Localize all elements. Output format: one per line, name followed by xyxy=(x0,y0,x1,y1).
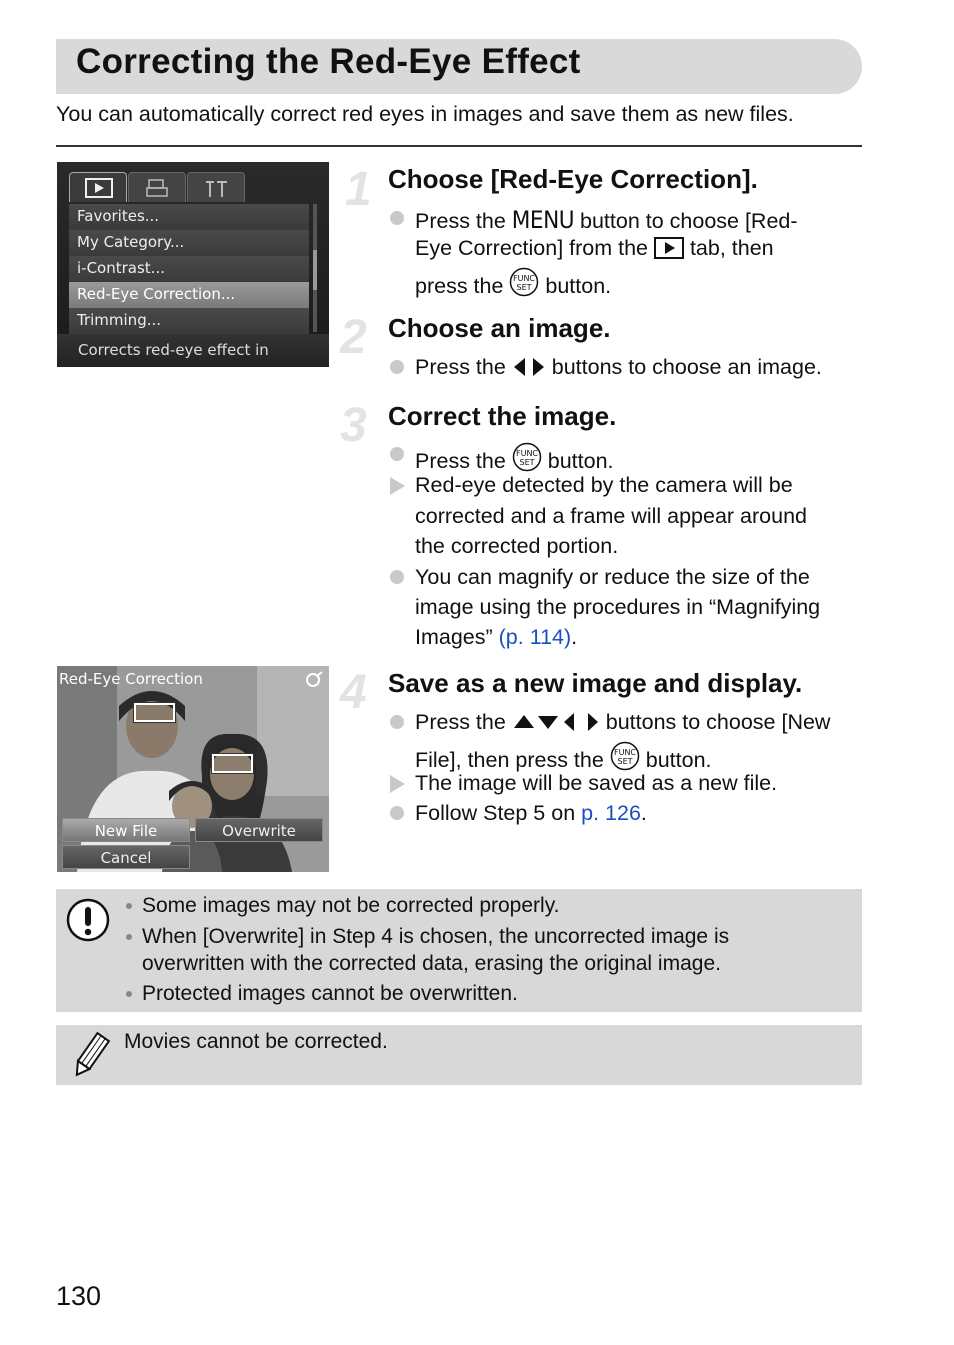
magnify-icon xyxy=(305,670,325,690)
print-tab xyxy=(128,172,186,202)
func-set-button-icon xyxy=(509,267,539,297)
step-text: Press the MENU button to choose [Red- xyxy=(415,206,798,234)
step-text: Eye Correction] from the tab, then xyxy=(415,236,774,260)
step-number: 1 xyxy=(345,163,372,216)
result-arrow-icon xyxy=(390,775,405,793)
menu-item-trimming: Trimming... xyxy=(69,308,309,334)
step-text: the corrected portion. xyxy=(415,534,619,558)
settings-tab xyxy=(187,172,245,202)
step-text: Press the FUNC SET button. xyxy=(415,442,614,474)
red-eye-frame xyxy=(212,754,253,773)
overwrite-button: Overwrite xyxy=(195,818,323,842)
caution-icon xyxy=(65,897,111,943)
bullet-icon xyxy=(390,570,404,584)
step-text: The image will be saved as a new file. xyxy=(415,771,778,795)
caution-text: Some images may not be corrected properly. xyxy=(142,894,560,917)
bullet-icon xyxy=(126,903,132,909)
step-text: Red-eye detected by the camera will be xyxy=(415,473,793,497)
step-text: Follow Step 5 on p. 126. xyxy=(415,801,647,825)
caution-text: Protected images cannot be overwritten. xyxy=(142,982,518,1005)
playback-tab xyxy=(69,172,127,202)
memo-text: Movies cannot be corrected. xyxy=(124,1030,388,1053)
playback-tab-icon xyxy=(84,177,114,199)
svg-text:SET: SET xyxy=(617,757,633,766)
camera-photo-screenshot xyxy=(57,666,329,872)
step-text: You can magnify or reduce the size of the xyxy=(415,565,810,589)
step-text: Images” (p. 114). xyxy=(415,625,578,649)
func-set-button-icon xyxy=(610,741,640,771)
camera-photo-title: Red-Eye Correction xyxy=(59,670,203,688)
menu-item-red-eye-correction: Red-Eye Correction... xyxy=(69,282,309,308)
bullet-icon xyxy=(126,934,132,940)
step-text: corrected and a frame will appear around xyxy=(415,504,807,528)
title-bar xyxy=(56,39,862,94)
bullet-icon xyxy=(390,806,404,820)
intro-text: You can automatically correct red eyes in images and save them as new files. xyxy=(56,102,794,126)
svg-text:FUNC: FUNC xyxy=(513,274,536,283)
print-tab-icon xyxy=(143,177,173,199)
step-text: image using the procedures in “Magnifying xyxy=(415,595,821,619)
camera-scrollbar xyxy=(313,204,317,332)
camera-menu-list xyxy=(69,204,309,334)
menu-button-label: MENU xyxy=(511,206,575,234)
camera-menu-screenshot xyxy=(57,162,329,367)
left-right-arrows-icon xyxy=(512,356,546,378)
step-heading: Save as a new image and display. xyxy=(388,668,803,698)
page-link[interactable]: p. 126 xyxy=(581,801,641,825)
page-title: Correcting the Red-Eye Effect xyxy=(76,42,581,81)
result-arrow-icon xyxy=(390,477,405,495)
bullet-icon xyxy=(126,991,132,997)
step-number: 3 xyxy=(340,399,367,452)
step-text: press the FUNC SET button. xyxy=(415,267,611,299)
svg-text:SET: SET xyxy=(519,458,535,467)
step-number: 2 xyxy=(340,311,367,364)
bullet-icon xyxy=(390,715,404,729)
four-way-arrows-icon xyxy=(512,711,600,733)
svg-text:FUNC: FUNC xyxy=(613,748,636,757)
divider xyxy=(56,145,862,147)
page-number: 130 xyxy=(56,1281,102,1311)
playback-tab-icon xyxy=(654,237,684,259)
func-set-button-icon xyxy=(512,442,542,472)
bullet-icon xyxy=(390,211,404,225)
menu-item-favorites: Favorites... xyxy=(69,204,309,230)
caution-text: overwritten with the corrected data, erasing the original image. xyxy=(142,952,721,975)
menu-item-i-contrast: i-Contrast... xyxy=(69,256,309,282)
svg-text:FUNC: FUNC xyxy=(515,449,538,458)
camera-help-text: Corrects red-eye effect in xyxy=(57,334,329,367)
menu-item-my-category: My Category... xyxy=(69,230,309,256)
step-number: 4 xyxy=(340,666,367,719)
memo-box xyxy=(56,1025,862,1085)
step-heading: Choose an image. xyxy=(388,313,611,343)
pencil-icon xyxy=(67,1031,113,1081)
red-eye-frame xyxy=(134,703,175,722)
step-heading: Correct the image. xyxy=(388,401,617,431)
page-link[interactable]: (p. 114) xyxy=(498,625,572,649)
settings-tab-icon xyxy=(202,177,232,199)
cancel-button: Cancel xyxy=(62,845,190,869)
caution-text: When [Overwrite] in Step 4 is chosen, the uncorrected image is xyxy=(142,925,730,948)
bullet-icon xyxy=(390,360,404,374)
camera-tabs xyxy=(69,172,245,202)
caution-box xyxy=(56,889,862,1012)
step-text: File], then press the FUNC SET button. xyxy=(415,741,712,773)
step-text: Press the buttons to choose [New xyxy=(415,710,831,734)
svg-text:SET: SET xyxy=(516,283,532,292)
new-file-button: New File xyxy=(62,818,190,842)
bullet-icon xyxy=(390,447,404,461)
step-heading: Choose [Red-Eye Correction]. xyxy=(388,164,758,194)
step-text: Press the buttons to choose an image. xyxy=(415,355,822,379)
